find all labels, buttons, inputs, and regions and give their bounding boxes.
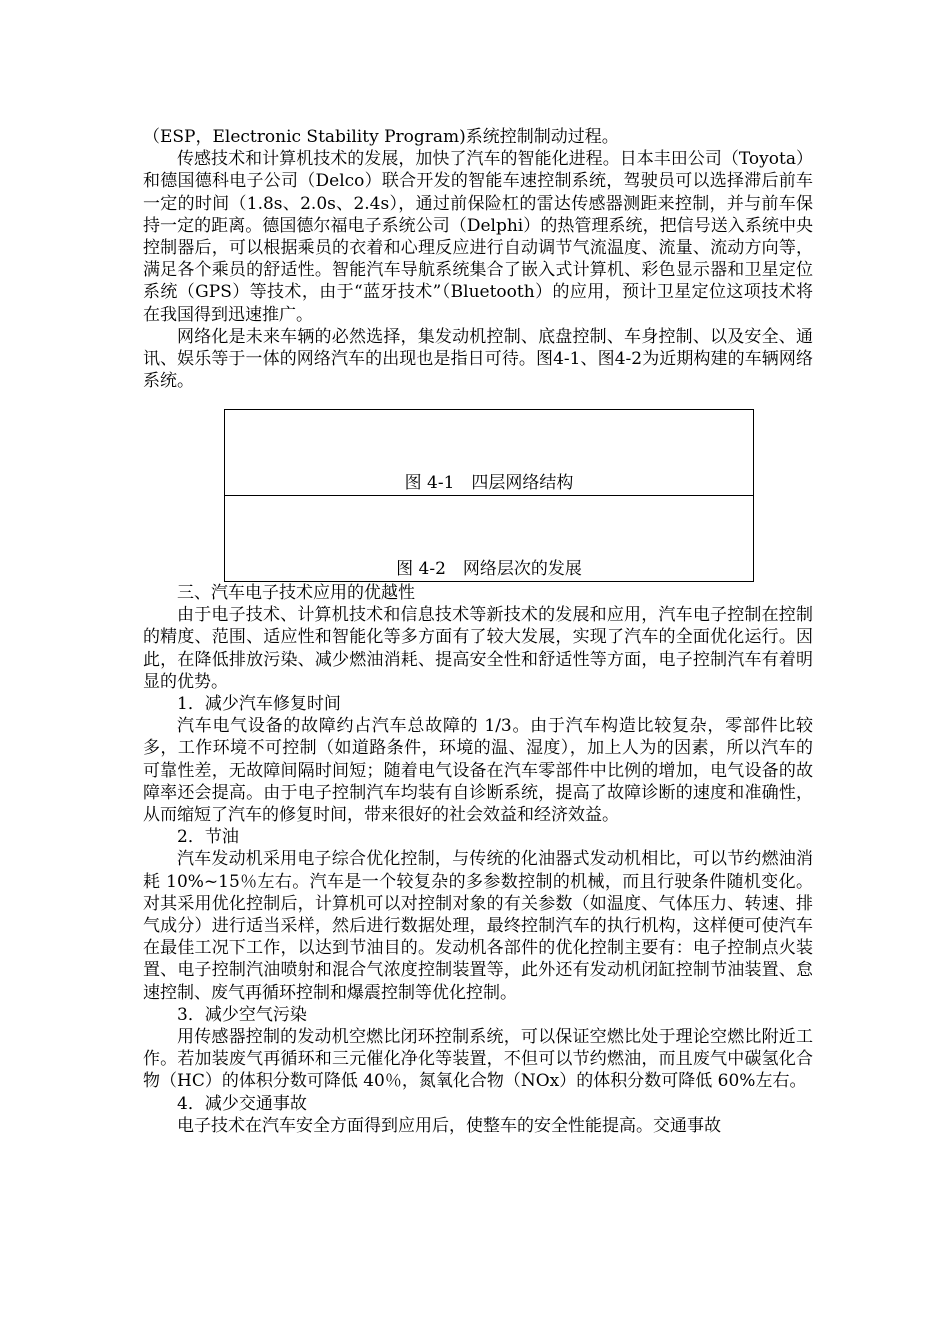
heading-2: 2．节油 bbox=[177, 827, 239, 848]
figure-4-2 bbox=[224, 495, 754, 582]
heading-3: 3．减少空气污染 bbox=[177, 1004, 307, 1025]
figure-4-1 bbox=[224, 409, 754, 496]
figure-caption: 图 4-2 网络层次的发展 bbox=[396, 559, 582, 579]
paragraph-smart: 传感技术和计算机技术的发展，加快了汽车的智能化进程。日本丰田公司（Toyota）和德国德科电子公司（Delco）联合开发的智能车速控制系统，驾驶员可以选择滞后前车一定的时间（1.8s、2.0s、2.4s），通过前保险杠的雷达传感器测距来控制，并与前车保持一定的距离。德国德尔福电子系统公司（Delphi）的热管理系统，把信号送入系统中央控制器后，可以根据乘员的衣着和心理反应进行自动调节气流温度、流量、流动方向等，满足各个乘员的舒适性。智能汽车导航系统集合了嵌入式计算机、彩色显示器和卫星定位系统（GPS）等技术，由于“蓝牙技术”（Bluetooth）的应用，预计卫星定位这项技术将在我国得到迅速推广。 bbox=[143, 149, 813, 325]
section-title: 三、汽车电子技术应用的优越性 bbox=[177, 583, 415, 603]
heading-1: 1．减少汽车修复时间 bbox=[177, 694, 341, 715]
intro-line: （ESP，Electronic Stability Program)系统控制制动过程。 bbox=[143, 127, 619, 147]
paragraph-4: 电子技术在汽车安全方面得到应用后，使整车的安全性能提高。交通事故 bbox=[177, 1115, 721, 1136]
heading-4: 4．减少交通事故 bbox=[177, 1093, 307, 1114]
figure-caption: 图 4-1 四层网络结构 bbox=[404, 473, 574, 493]
text-block-top bbox=[143, 126, 813, 392]
paragraph-advantages: 由于电子技术、计算机技术和信息技术等新技术的发展和应用，汽车电子控制在控制的精度、范围、适应性和智能化等多方面有了较大发展，实现了汽车的全面优化运行。因此，在降低排放污染、减少燃油消耗、提高安全性和舒适性等方面，电子控制汽车有着明显的优势。 bbox=[143, 605, 813, 692]
paragraph-1: 汽车电气设备的故障约占汽车总故障的 1/3。由于汽车构造比较复杂，零部件比较多，工作环境不可控制（如道路条件，环境的温、湿度），加上人为的因素，所以汽车的可靠性差，无故障间隔时间短；随着电气设备在汽车零部件中比例的增加，电气设备的故障率还会提高。由于电子控制汽车均装有自诊断系统，提高了故障诊断的速度和准确性，从而缩短了汽车的修复时间，带来很好的社会效益和经济效益。 bbox=[143, 716, 813, 826]
text-block-bottom bbox=[143, 582, 813, 1137]
paragraph-3: 用传感器控制的发动机空燃比闭环控制系统，可以保证空燃比处于理论空燃比附近工作。若加装废气再循环和三元催化净化等装置，不但可以节约燃油，而且废气中碳氢化合物（HC）的体积分数可降低 40％，氮氧化合物（NOx）的体积分数可降低 60%左右。 bbox=[143, 1027, 813, 1092]
paragraph-network: 网络化是未来车辆的必然选择，集发动机控制、底盘控制、车身控制、以及安全、通讯、娱乐等于一体的网络汽车的出现也是指日可待。图4-1、图4-2为近期构建的车辆网络系统。 bbox=[143, 326, 813, 392]
paragraph-2: 汽车发动机采用电子综合优化控制，与传统的化油器式发动机相比，可以节约燃油消耗 10%~15％左右。汽车是一个较复杂的多参数控制的机械，而且行驶条件随机变化。对其采用优化控制后，计算机可以对控制对象的有关参数（如温度、气体压力、转速、排气成分）进行适当采样，然后进行数据处理，最终控制汽车的执行机构，这样便可使汽车在最佳工况下工作，以达到节油目的。发动机各部件的优化控制主要有：电子控制点火装置、电子控制汽油喷射和混合气浓度控制装置等，此外还有发动机闭缸控制节油装置、怠速控制、废气再循环控制和爆震控制等优化控制。 bbox=[143, 849, 813, 1003]
